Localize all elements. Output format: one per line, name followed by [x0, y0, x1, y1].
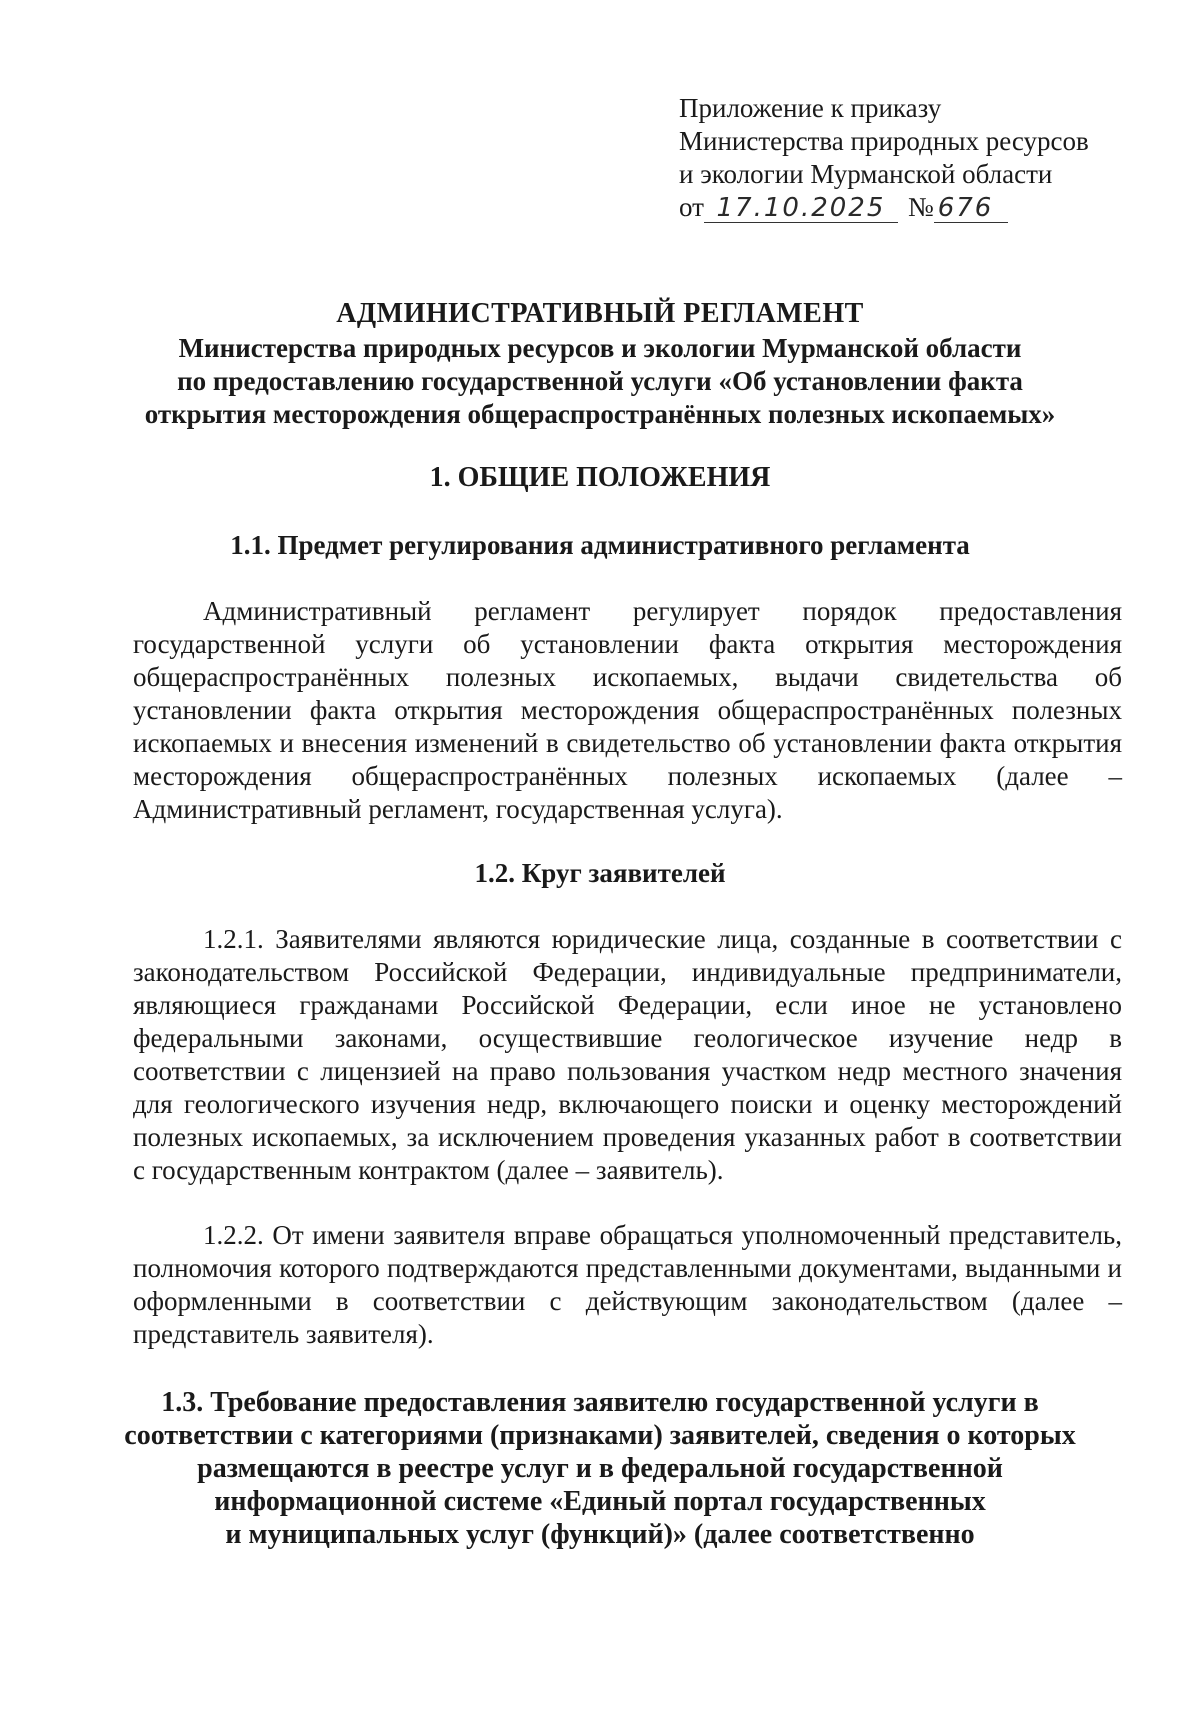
- section-1-heading: 1. ОБЩИЕ ПОЛОЖЕНИЯ: [429, 462, 771, 493]
- attachment-line-3: и экологии Мурманской области: [679, 159, 1053, 189]
- section-1-1-text: Административный регламент регулирует порядок предоставления государственной услуги об установлении факта открытия месторождения общераспространённых полезных ископаемых, выдачи свидетельства об установлении факта открытия месторождения общераспространённых полезных ископаемых и внесения изменений в свидетельство об установлении факта открытия месторождения общераспространённых полезных ископаемых (далее – Административный регламент, государственная услуга).: [133, 596, 1122, 824]
- number-label: №: [907, 192, 934, 222]
- section-1-3-heading-line-3: размещаются в реестре услуг и в федеральной государственной: [197, 1453, 1003, 1484]
- order-number-handwritten: 676: [934, 194, 1008, 223]
- section-1-2-2-text: 1.2.2. От имени заявителя вправе обращаться уполномоченный представитель, полномочия которого подтверждаются представленными документами, выданными и оформленными в соответствии с действующим законодательством (далее – представитель заявителя).: [133, 1220, 1122, 1349]
- section-1-3-heading-line-5: и муниципальных услуг (функций)» (далее соответственно: [225, 1519, 975, 1550]
- document-subtitle-line-2: по предоставлению государственной услуги «Об установлении факта: [177, 366, 1023, 396]
- order-date-handwritten: 17.10.2025: [704, 194, 898, 223]
- section-1-2-1-text: 1.2.1. Заявителями являются юридические лица, созданные в соответствии с законодательством Российской Федерации, индивидуальные предприниматели, являющиеся гражданами Российской Федерации, если иное не установлено федеральными законами, осуществившие геологическое изучение недр в соответствии с лицензией на право пользования участком недр местного значения для геологического изучения недр, включающего поиски и оценку месторождений полезных ископаемых, за исключением проведения указанных работ в соответствии с государственным контрактом (далее – заявитель).: [133, 924, 1122, 1185]
- section-1-2-heading: 1.2. Круг заявителей: [474, 858, 726, 888]
- document-subtitle-line-3: открытия месторождения общераспространённых полезных ископаемых»: [144, 399, 1056, 429]
- from-label: от: [679, 192, 704, 222]
- document-subtitle-line-1: Министерства природных ресурсов и экологии Мурманской области: [178, 333, 1022, 363]
- document-title-block: [100, 296, 1100, 431]
- section-1-3-heading-line-2: соответствии с категориями (признаками) заявителей, сведения о которых: [124, 1420, 1076, 1451]
- attachment-line-1: Приложение к приказу: [679, 93, 942, 123]
- section-1-1-heading: 1.1. Предмет регулирования административного регламента: [230, 530, 970, 560]
- section-1-3-heading-line-4: информационной системе «Единый портал государственных: [214, 1486, 986, 1517]
- section-1-3-heading: [100, 1386, 1100, 1551]
- attachment-line-2: Министерства природных ресурсов: [679, 126, 1089, 156]
- section-1-3-heading-line-1: 1.3. Требование предоставления заявителю государственной услуги в: [161, 1387, 1039, 1418]
- document-title: АДМИНИСТРАТИВНЫЙ РЕГЛАМЕНТ: [336, 298, 864, 329]
- attachment-block: [679, 92, 1149, 231]
- order-date-number-line: [679, 191, 1149, 231]
